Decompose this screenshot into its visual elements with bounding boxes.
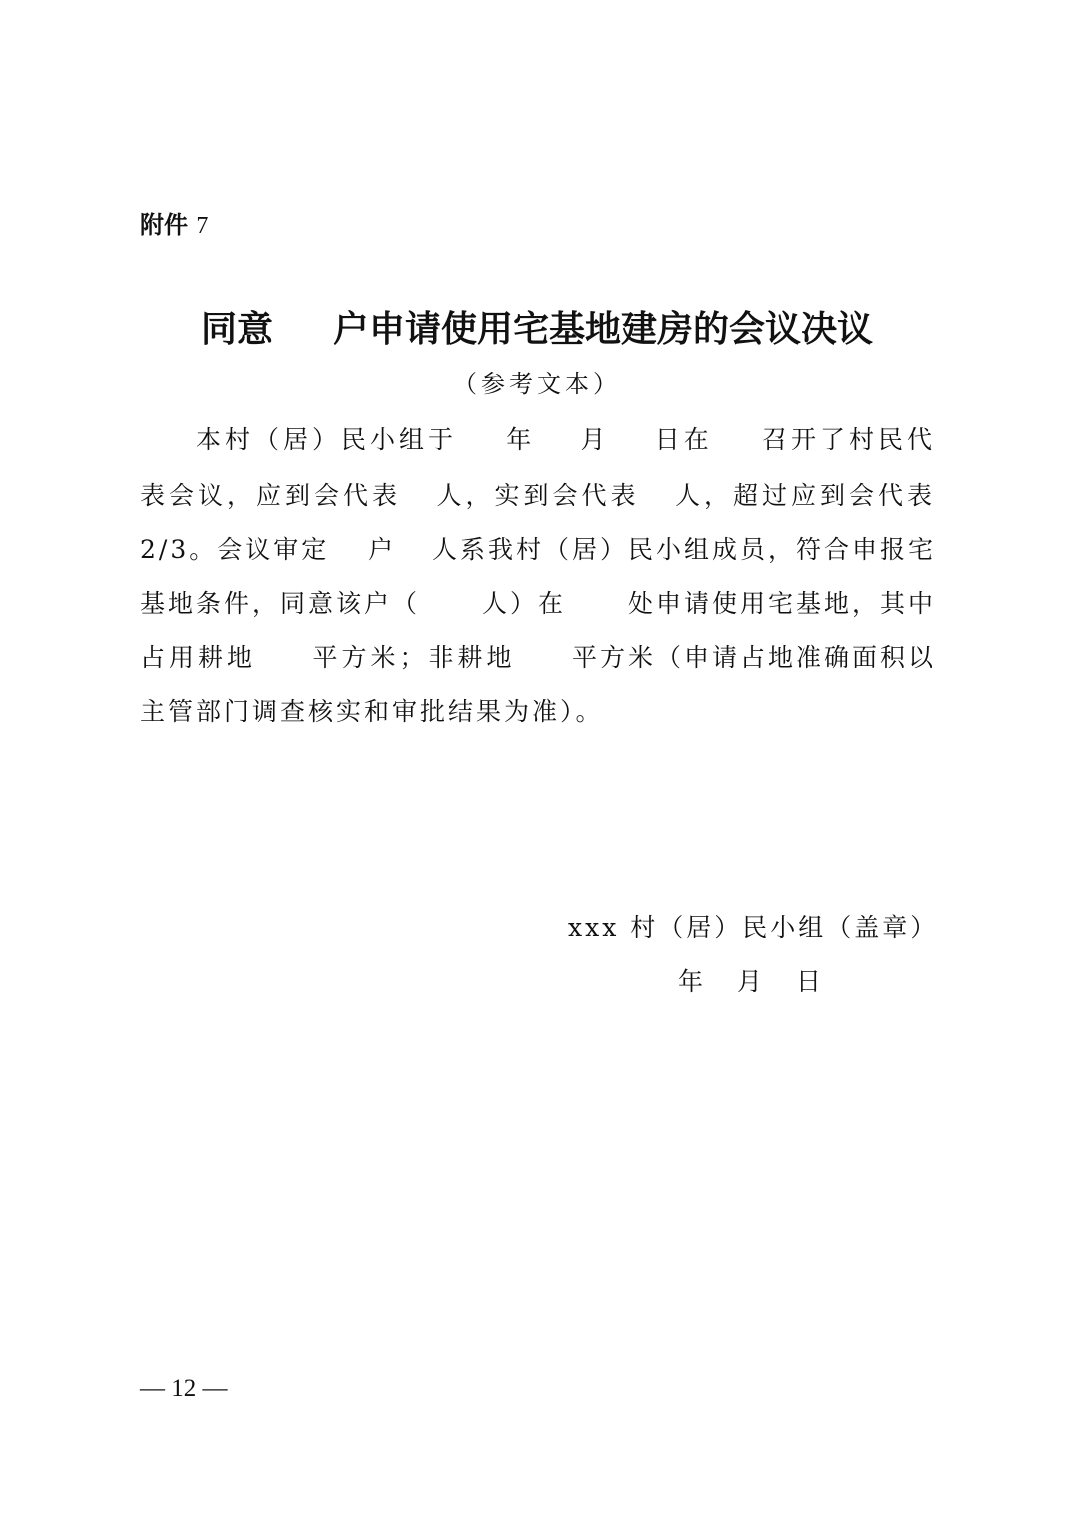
page-number: — 12 — [140,1375,228,1402]
signature-org: xxx 村（居）民小组（盖章） [568,913,939,942]
document-title [0,302,1074,358]
body-line-6-a: 主管部门调查核实和审批结果为准）。 [140,697,604,726]
body-line-4-c: 处申请使用宅基地，其中 [627,589,936,618]
body-line-2-c: 人，超过应到会代表 [674,481,936,510]
signature-day: 日 [796,967,822,996]
body-line-5 [140,630,936,686]
body-line-3-c: 人系我村（居）民小组成员，符合申报宅 [431,535,936,564]
signature-month: 月 [737,967,763,996]
attachment-label [140,205,208,246]
body-line-4-b: 人）在 [481,589,566,618]
body-line-4-a: 基地条件，同意该户（ [140,589,421,618]
body-line-1-d: 日在 [654,425,713,454]
body-line-5-a: 占用耕地 [140,643,257,672]
body-line-2 [140,468,936,524]
body-line-2-a: 表会议，应到会代表 [140,481,402,510]
body-line-2-b: 人，实到会代表 [436,481,640,510]
title-part2: 户申请使用宅基地建房的会议决议 [333,309,874,350]
body-line-3-b: 户 [368,535,394,564]
attachment-text: 附件 [140,211,188,239]
body-line-4 [140,576,936,632]
body-line-1-c: 月 [580,425,606,454]
body-line-1 [140,412,936,468]
body-line-6 [140,684,936,740]
title-part1: 同意 [200,309,273,350]
body-line-1-b: 年 [506,425,532,454]
attachment-number: 7 [196,213,209,239]
body-line-3 [140,522,936,578]
body-line-1-a: 本村（居）民小组于 [196,425,458,454]
signature-year: 年 [678,967,704,996]
signature-date [678,962,821,1002]
document-subtitle: （参考文本） [453,370,621,398]
body-line-3-a: 2/3。会议审定 [140,535,330,564]
body-line-1-e: 召开了村民代 [761,425,936,454]
body-line-5-c: 平方米（申请占地准确面积以 [571,643,936,672]
body-line-5-b: 平方米；非耕地 [312,643,516,672]
